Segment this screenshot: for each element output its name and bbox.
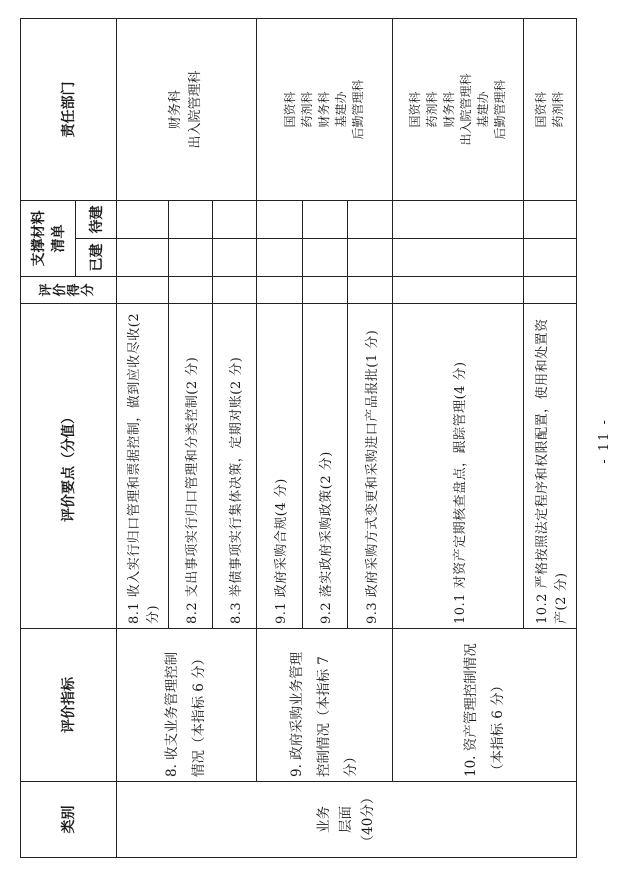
point-8-1: 8.1 收入实行归口管理和票据控制，做到应收尽收(2 分)	[116, 304, 169, 629]
header-support: 支撑材料清单	[21, 201, 76, 277]
score-cell	[116, 277, 169, 304]
table-row	[116, 19, 169, 858]
point-9-1: 9.1 政府采购合规(4 分)	[257, 304, 302, 629]
score-cell	[302, 277, 347, 304]
indicator-10: 10. 资产管理控制情况 （本指标 6 分）	[393, 629, 577, 782]
table-row	[257, 19, 302, 858]
header-to-build: 待建	[76, 201, 116, 239]
built-cell	[213, 239, 257, 277]
score-cell	[393, 277, 524, 304]
header-row	[21, 19, 76, 858]
to-build-cell	[302, 201, 347, 239]
department-8: 财务科 出入院管理科	[116, 19, 257, 201]
to-build-cell	[257, 201, 302, 239]
evaluation-table	[20, 18, 577, 858]
built-cell	[169, 239, 213, 277]
built-cell	[257, 239, 302, 277]
point-9-2: 9.2 落实政府采购政策(2 分)	[302, 304, 347, 629]
built-cell	[393, 239, 524, 277]
to-build-cell	[393, 201, 524, 239]
built-cell	[116, 239, 169, 277]
score-cell	[169, 277, 213, 304]
score-cell	[524, 277, 577, 304]
point-9-3: 9.3 政府采购方式变更和采购进口产品报批(1 分)	[347, 304, 392, 629]
score-cell	[213, 277, 257, 304]
department-10-1: 国资科 药剂科 财务科 出入院管理科 基建办 后勤管理科	[393, 19, 524, 201]
header-category: 类别	[21, 782, 117, 858]
score-cell	[257, 277, 302, 304]
header-score: 评价得分	[21, 277, 117, 304]
table-row	[393, 19, 524, 858]
built-cell	[302, 239, 347, 277]
page-number: - 11 -	[597, 418, 612, 464]
built-cell	[347, 239, 392, 277]
category-cell: 业务 层面 （40分）	[116, 782, 576, 858]
to-build-cell	[347, 201, 392, 239]
to-build-cell	[116, 201, 169, 239]
header-points: 评价要点（分值）	[21, 304, 117, 629]
score-cell	[347, 277, 392, 304]
built-cell	[524, 239, 577, 277]
department-9: 国资科 药剂科 财务科 基建办 后勤管理科	[257, 19, 393, 201]
indicator-8: 8. 收支业务管理控制 情况（本指标 6 分）	[116, 629, 257, 782]
point-10-2: 10.2 严格按照法定程序和权限配置，使用和处置资产(2 分)	[524, 304, 577, 629]
indicator-9: 9. 政府采购业务管理 控制情况（本指标 7 分）	[257, 629, 393, 782]
to-build-cell	[524, 201, 577, 239]
department-10-2: 国资科 药剂科	[524, 19, 577, 201]
point-8-2: 8.2 支出事项实行归口管理和分类控制(2 分)	[169, 304, 213, 629]
point-8-3: 8.3 举债事项实行集体决策，定期对账(2 分)	[213, 304, 257, 629]
to-build-cell	[213, 201, 257, 239]
to-build-cell	[169, 201, 213, 239]
header-indicator: 评价指标	[21, 629, 117, 782]
header-department: 责任部门	[21, 19, 117, 201]
header-built: 已建	[76, 239, 116, 277]
point-10-1: 10.1 对资产定期核查盘点，跟踪管理(4 分)	[393, 304, 524, 629]
